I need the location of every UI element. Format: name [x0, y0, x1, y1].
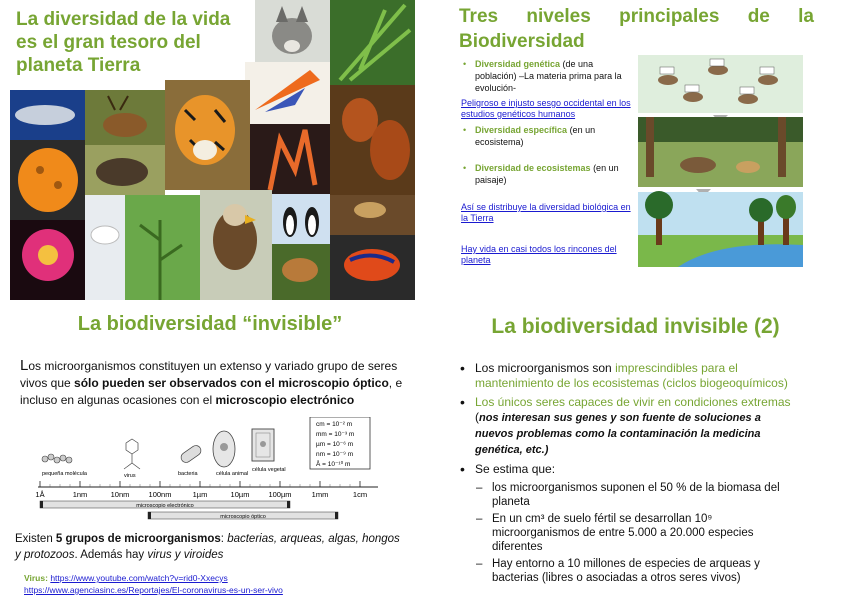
virus-links — [24, 572, 414, 596]
bullet-estimates: • Se estima que: — [458, 462, 798, 477]
unit-angstrom: Å = 10⁻¹⁰ m — [316, 461, 351, 468]
label-plant-cell: célula vegetal — [252, 467, 286, 473]
unit-um: µm = 10⁻⁶ m — [316, 441, 354, 448]
agenciasinc-link[interactable]: https://www.agenciasinc.es/Reportajes/El-coronavirus-es-un-ser-vivo — [24, 585, 283, 595]
bullet-ecosystem-role: • Los microorganismos son imprescindibles para el mantenimiento de los ecosistemas (ciclos biogeoquímicos) — [458, 361, 798, 391]
level-species: • Diversidad específica (en un ecosistema) — [461, 124, 631, 148]
level-genetic: • Diversidad genética (de una población) –La materia prima para la evolución- — [461, 58, 631, 94]
unit-mm: mm = 10⁻³ m — [316, 431, 355, 438]
microorganisms-paragraph: Los microorganismos constituyen un extenso y variado grupo de seres vivos que sólo pueden ser observados con el microscopio óptico, e incluso en algunas ocasiones con el microscopio electrónico — [20, 357, 403, 407]
small-molecule-icon — [42, 454, 72, 463]
label-animal-cell: célula animal — [216, 471, 249, 477]
three-levels-title: Tres niveles principales de la Biodiversidad — [459, 6, 814, 52]
tick-10nm: 10nm — [110, 490, 130, 499]
estimate-species: – Hay entorno a 10 millones de especies de arqueas y bacterias (libres o asociadas a otros seres vivos) — [458, 557, 798, 585]
plant-cell-icon — [252, 429, 274, 461]
tick-1nm: 1nm — [72, 490, 88, 499]
tick-1cm: 1cm — [352, 490, 368, 499]
tick-100nm: 100nm — [148, 490, 172, 499]
invisible-2-body — [458, 361, 798, 588]
tick-1A: 1Å — [35, 490, 45, 499]
panel-invisible-biodiversity-2 — [448, 305, 848, 600]
tick-100um: 100µm — [268, 490, 292, 499]
animal-cell-icon — [213, 431, 235, 467]
panel-three-levels — [455, 0, 848, 300]
label-small-molecule: pequeña molécula — [42, 471, 87, 477]
unit-cm: cm = 10⁻² m — [316, 421, 353, 428]
label-virus: virus — [124, 473, 136, 479]
microorganism-groups: Existen 5 grupos de microorganismos: bacterias, arqueas, algas, hongos y protozoos. Además hay virus y viroides — [15, 533, 400, 561]
collage-title: La diversidad de la vida es el gran tesoro del planeta Tierra — [16, 9, 231, 76]
estimate-soil: – En un cm³ de suelo fértil se desarrollan 10⁹ microorganismos de entre 5.000 a 20.000 especies diferentes — [458, 512, 798, 554]
tick-10um: 10µm — [230, 490, 250, 499]
invisible-title: La biodiversidad “invisible” — [77, 313, 343, 335]
biodiversity-levels-illustration — [638, 55, 803, 270]
tick-1mm: 1mm — [311, 490, 329, 499]
link-distribution[interactable]: Así se distribuye la diversidad biológica en la Tierra — [461, 202, 631, 223]
electron-microscope-label: microscopio electrónico — [136, 503, 194, 509]
link-life-everywhere[interactable]: Hay vida en casi todos los rincones del planeta — [461, 244, 617, 265]
label-bacteria: bacteria — [178, 471, 198, 477]
panel-invisible-biodiversity — [10, 305, 425, 600]
unit-nm: nm = 10⁻⁹ m — [316, 451, 354, 458]
virus-label: Virus: — [24, 573, 48, 583]
level-ecosystem: • Diversidad de ecosistemas (en un paisaje) — [461, 162, 631, 186]
youtube-link[interactable]: https://www.youtube.com/watch?v=rid0-Xxecys — [50, 573, 228, 583]
optical-microscope-label: microscopio óptico — [220, 514, 266, 520]
panel-biodiversity-collage — [10, 0, 415, 300]
estimate-biomass: – los microorganismos suponen el 50 % de la biomasa del planeta — [458, 481, 798, 509]
bullet-extreme-conditions: • Los únicos seres capaces de vivir en condiciones extremas (nos interesan sus genes y son fuente de soluciones a nuevos problemas como la contaminación la medicina genética, etc.) — [458, 395, 798, 458]
bacteria-icon — [179, 444, 203, 465]
invisible-2-title: La biodiversidad invisible (2) — [491, 315, 780, 338]
tick-1um: 1µm — [192, 490, 208, 499]
levels-list — [461, 58, 631, 270]
size-scale-diagram — [20, 417, 400, 537]
virus-icon — [124, 439, 140, 469]
link-genetic-bias[interactable]: Peligroso e injusto sesgo occidental en los estudios genéticos humanos — [461, 98, 631, 119]
